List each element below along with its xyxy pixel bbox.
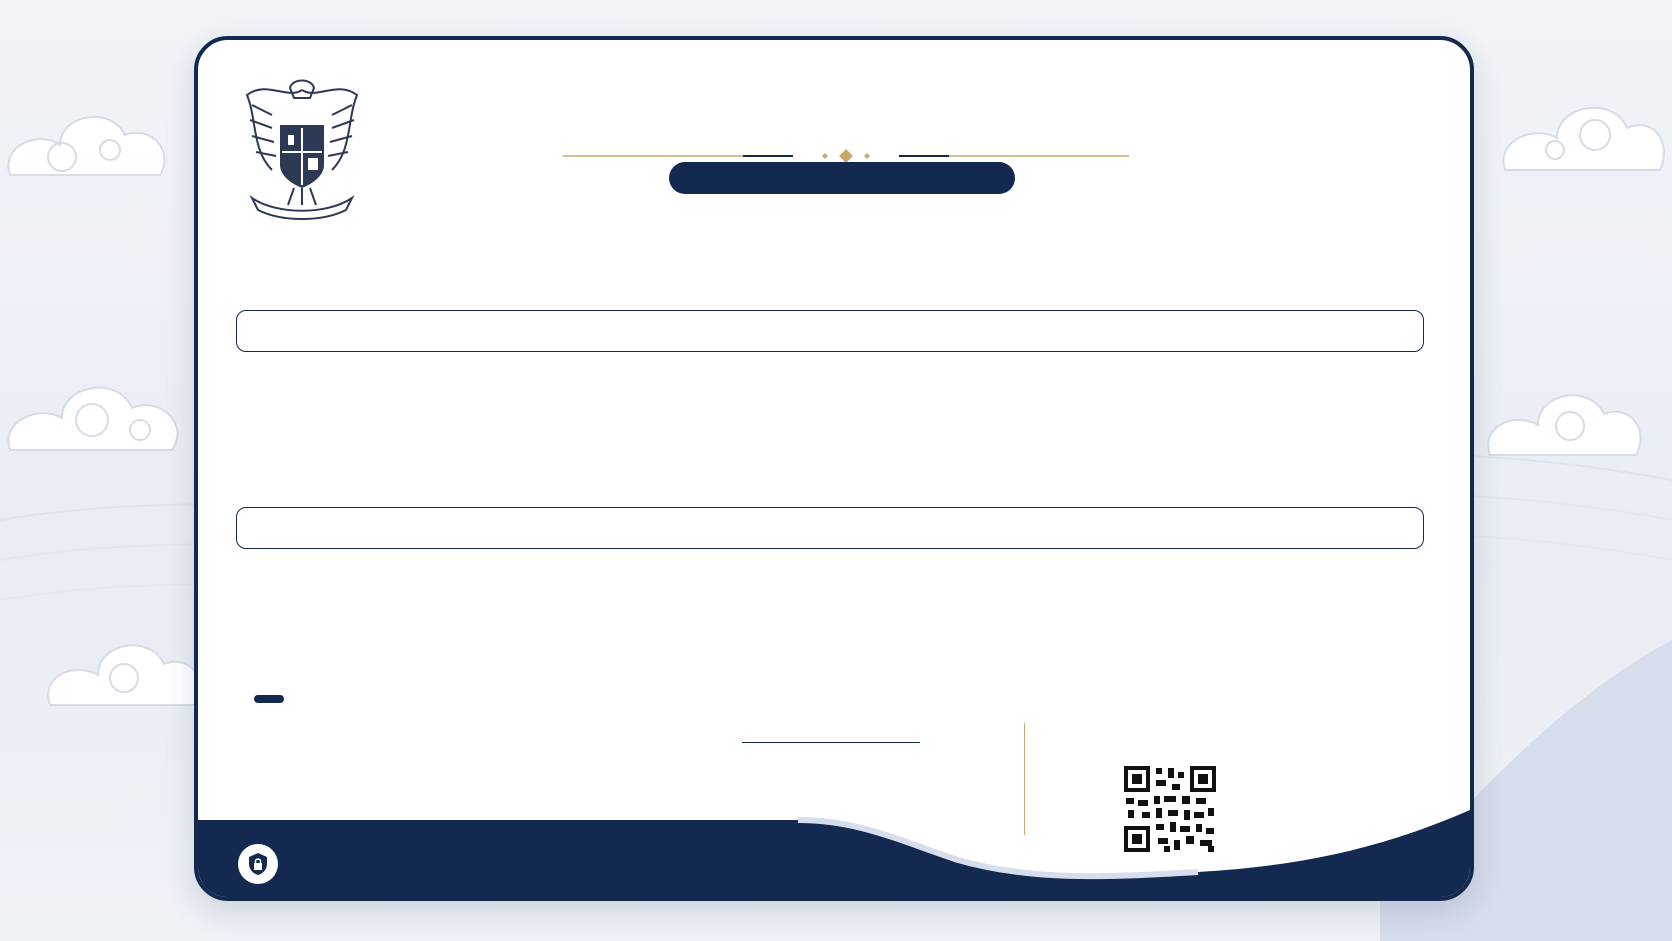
family-card bbox=[194, 36, 1474, 901]
cloud-decoration-left-top bbox=[0, 95, 175, 195]
bottom-band bbox=[198, 800, 1470, 900]
cloud-decoration-right-top bbox=[1495, 80, 1672, 190]
family-members-table bbox=[236, 310, 1424, 352]
garuda-emblem-icon bbox=[232, 70, 372, 220]
cloud-decoration-left-mid bbox=[0, 360, 190, 470]
cloud-decoration-right-mid bbox=[1480, 370, 1650, 470]
cloud-decoration-left-bottom bbox=[40, 620, 210, 720]
signature-line bbox=[742, 742, 920, 743]
security-lock-badge bbox=[238, 844, 278, 884]
family-status-table bbox=[236, 507, 1424, 549]
issued-date-value bbox=[254, 695, 284, 703]
family-card-number bbox=[669, 162, 1015, 194]
shield-lock-icon bbox=[247, 852, 269, 876]
issued-date-block bbox=[228, 695, 284, 703]
